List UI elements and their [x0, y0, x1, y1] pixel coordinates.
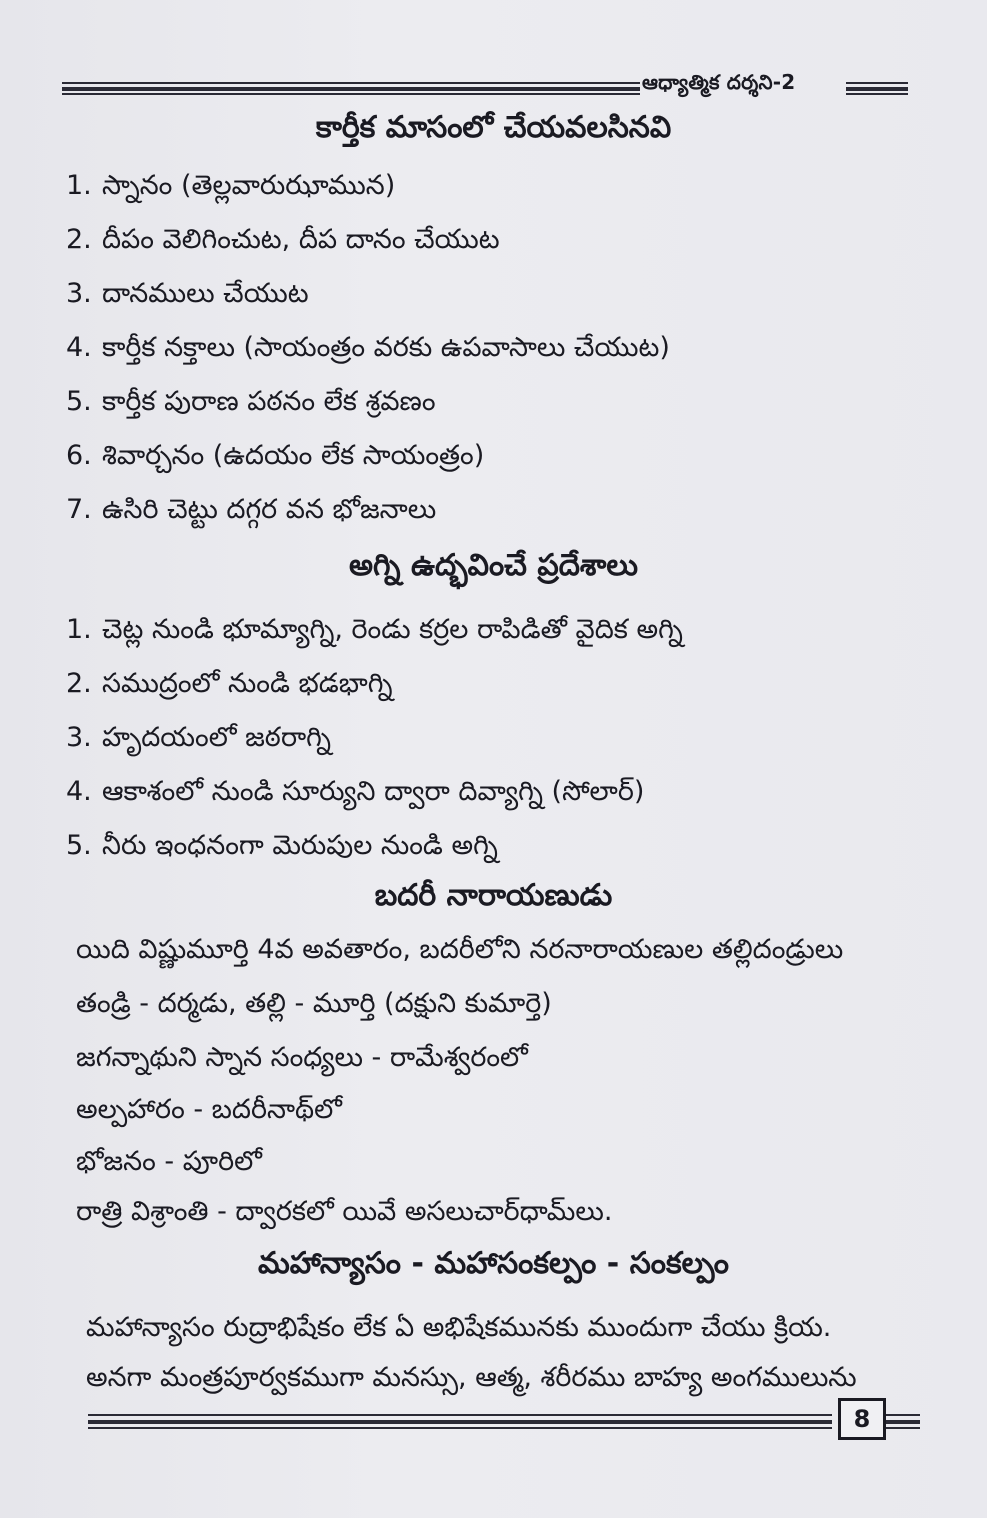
list-number: 3. — [66, 278, 92, 309]
paragraph-line: భోజనం - పూరిలో — [76, 1146, 262, 1177]
list-number: 3. — [66, 722, 92, 753]
list-text: చెట్ల నుండి భూమ్యాగ్ని, రెండు కర్రల రాపిడితో వైదిక అగ్ని — [102, 614, 683, 645]
list-text: స్నానం (తెల్లవారుఝామున) — [102, 170, 396, 201]
list-text: సముద్రంలో నుండి భడభాగ్ని — [102, 668, 393, 699]
footer-rule-right — [886, 1414, 920, 1432]
list-text: ఆకాశంలో నుండి సూర్యుని ద్వారా దివ్యాగ్ని (సోలార్) — [102, 776, 645, 807]
list-text: ఉసిరి చెట్టు దగ్గర వన భోజనాలు — [102, 494, 437, 525]
book-title: ఆధ్యాత్మిక దర్శని-2 — [642, 70, 796, 94]
list-item — [66, 668, 393, 706]
list-item — [66, 614, 683, 652]
list-number: 6. — [66, 440, 92, 471]
paragraph-line: రాత్రి విశ్రాంతి - ద్వారకలో యివే అసలుచార్‌ధామ్‌లు. — [76, 1196, 613, 1227]
list-number: 5. — [66, 386, 92, 417]
list-text: దీపం వెలిగించుట, దీప దానం చేయుట — [102, 224, 500, 255]
paragraph-line: యిది విష్ణుమూర్తి 4వ అవతారం, బదరీలోని నరనారాయణుల తల్లిదండ్రులు — [76, 934, 844, 965]
list-item — [66, 722, 331, 760]
section-title-agni: అగ్ని ఉద్భవించే ప్రదేశాలు — [348, 548, 639, 583]
header-rule-right — [846, 78, 908, 96]
list-item — [66, 278, 309, 316]
list-text: హృదయంలో జఠరాగ్ని — [102, 722, 331, 753]
footer-rule-left — [88, 1414, 832, 1432]
list-item — [66, 332, 670, 370]
list-number: 4. — [66, 332, 92, 363]
page-footer — [88, 1394, 920, 1440]
paragraph-line: తండ్రి - దర్మడు, తల్లి - మూర్తి (దక్షుని కుమార్తె) — [76, 988, 552, 1019]
list-item — [66, 830, 498, 868]
list-number: 5. — [66, 830, 92, 861]
page-number: 8 — [838, 1398, 886, 1440]
list-text: దానములు చేయుట — [102, 278, 309, 309]
list-text: కార్తీక నక్తాలు (సాయంత్రం వరకు ఉపవాసాలు చేయుట) — [102, 332, 670, 363]
list-number: 2. — [66, 668, 92, 699]
list-number: 4. — [66, 776, 92, 807]
section-title-mahanyasam: మహాన్యాసం - మహాసంకల్పం - సంకల్పం — [258, 1246, 729, 1281]
list-text: శివార్చనం (ఉదయం లేక సాయంత్రం) — [102, 440, 485, 471]
list-item — [66, 386, 436, 424]
list-item — [66, 494, 436, 532]
list-text: నీరు ఇంధనంగా మెరుపుల నుండి అగ్ని — [102, 830, 498, 861]
section-title-kartika: కార్తీక మాసంలో చేయవలసినవి — [315, 110, 672, 145]
section-title-badari: బదరీ నారాయణుడు — [374, 878, 613, 913]
list-number: 2. — [66, 224, 92, 255]
paragraph-line: అల్పహారం - బదరీనాథ్‌లో — [76, 1094, 342, 1125]
list-number: 7. — [66, 494, 92, 525]
paragraph-line: జగన్నాథుని స్నాన సంధ్యలు - రామేశ్వరంలో — [76, 1042, 528, 1073]
list-text: కార్తీక పురాణ పఠనం లేక శ్రవణం — [102, 386, 436, 417]
list-number: 1. — [66, 170, 92, 201]
header-rule-left — [62, 78, 640, 96]
list-item — [66, 440, 484, 478]
paragraph-line: అనగా మంత్రపూర్వకముగా మనస్సు, ఆత్మ, శరీరము బాహ్య అంగములును — [86, 1362, 857, 1393]
list-number: 1. — [66, 614, 92, 645]
list-item — [66, 224, 500, 262]
page-header — [62, 68, 908, 102]
list-item — [66, 776, 644, 814]
paragraph-line: మహాన్యాసం రుద్రాభిషేకం లేక ఏ అభిషేకమునకు ముందుగా చేయు క్రియ. — [86, 1312, 832, 1343]
list-item — [66, 170, 395, 208]
